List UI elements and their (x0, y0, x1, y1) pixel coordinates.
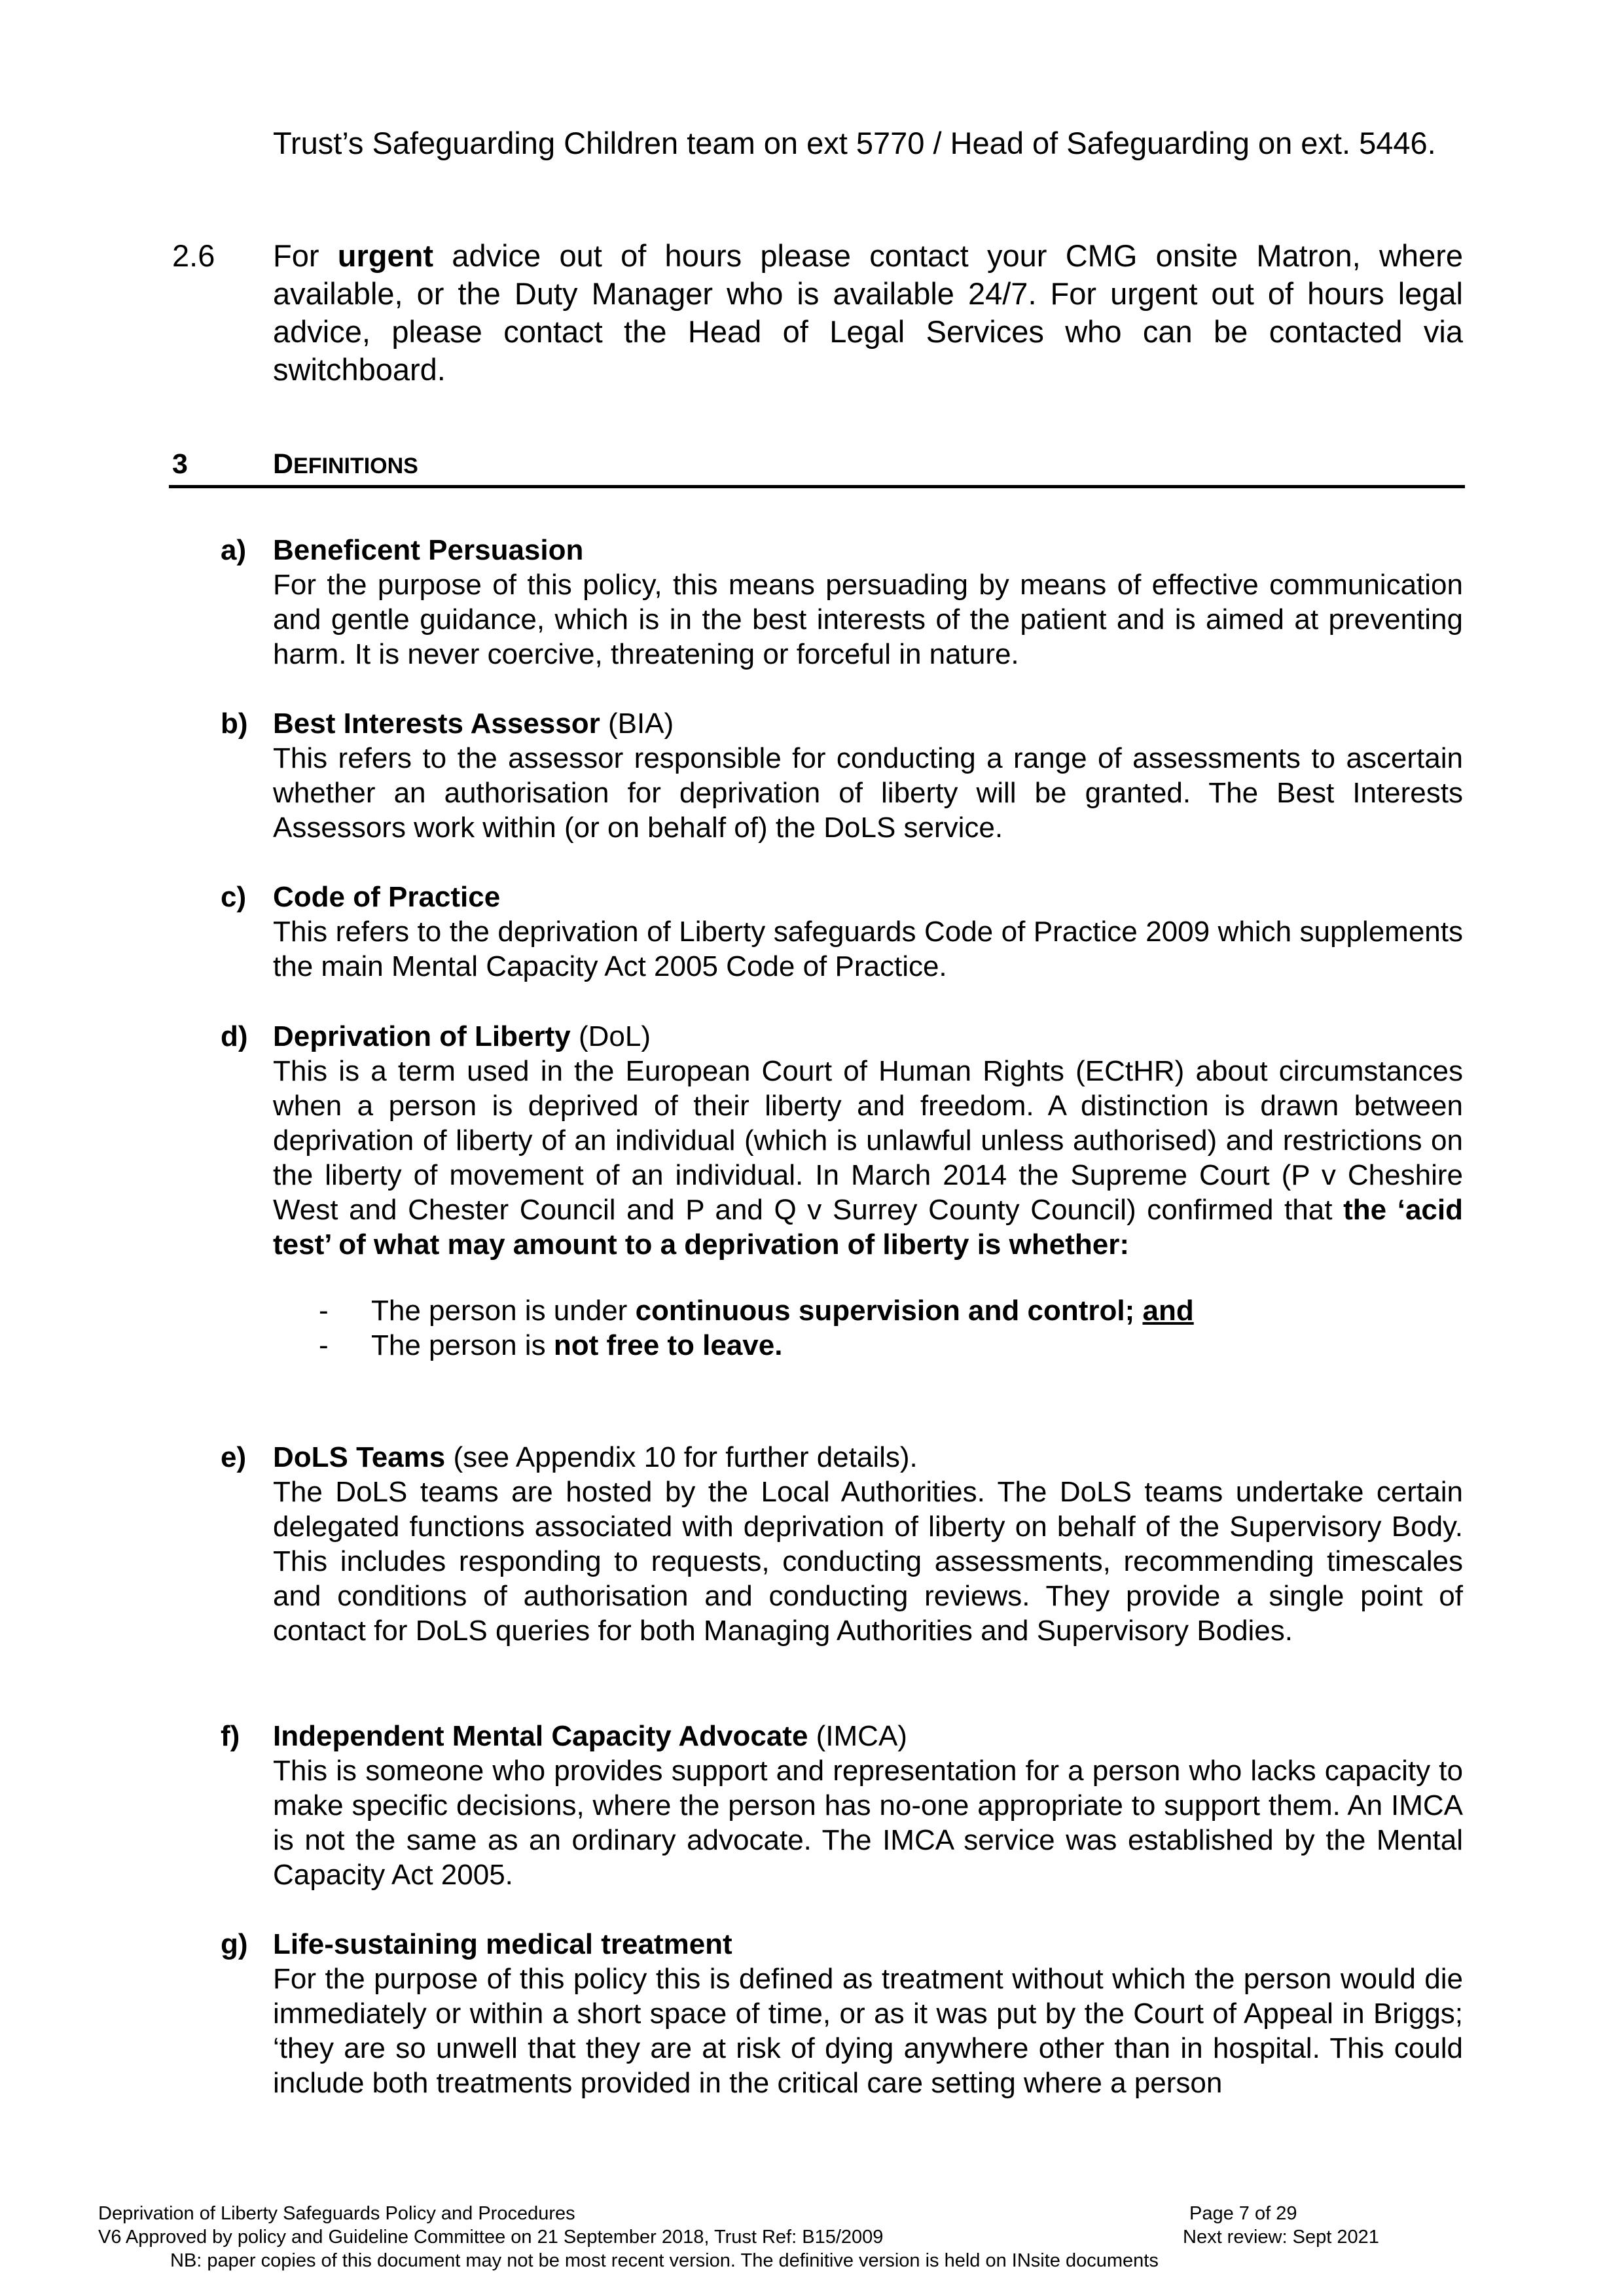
definition-content (273, 706, 1463, 845)
list-item (273, 1328, 1463, 1363)
page-footer (98, 2202, 1414, 2272)
acid-test-list (273, 1293, 1463, 1363)
definition-body: The DoLS teams are hosted by the Local Authorities. The DoLS teams undertake certain delegated functions associated with deprivation of liberty on behalf of the Supervisory Body. This includes responding to requests, conducting assessments, recommending timescales and conditions of authorisation and conducting reviews. They provide a single point of contact for DoLS queries for both Managing Authorities and Supervisory Bodies. (273, 1476, 1463, 1647)
definition-body: This is someone who provides support and representation for a person who lacks capacity to make specific decisions, where the person has no-one appropriate to support them. An IMCA is not the same as an ordinary advocate. The IMCA service was established by the Mental Capacity Act 2005. (273, 1755, 1463, 1891)
definition-body: This refers to the assessor responsible for conducting a range of assessments to ascertain whether an authorisation for deprivation of liberty will be granted. The Best Interests Assessors work within (or on behalf of) the DoLS service. (273, 742, 1463, 844)
definition-letter: d) (221, 1020, 248, 1052)
definition-term-suffix: (IMCA) (808, 1720, 907, 1752)
urgent-emphasis: urgent (337, 238, 434, 273)
continuation-text: Trust’s Safeguarding Children team on ext 5770 / Head of Safeguarding on ext. 5446. (273, 126, 1436, 160)
definition-content (273, 1440, 1463, 1648)
definition-content (273, 1019, 1463, 1363)
definition-content (273, 533, 1463, 672)
definition-heading (273, 880, 1463, 914)
definition-term: Best Interests Assessor (273, 708, 600, 740)
definition-heading (273, 1927, 1463, 1962)
bullet-bold: not free to leave. (553, 1329, 783, 1361)
bullet-bold-underline: and (1142, 1295, 1194, 1327)
definition-body: For the purpose of this policy, this means persuading by means of effective communication and gentle guidance, which is in the best interests of the patient and is aimed at preventing harm. It is never coercive, threatening or forceful in nature. (273, 569, 1463, 670)
definition-content (273, 880, 1463, 984)
definition-letter: c) (221, 881, 247, 913)
section-divider (169, 485, 1465, 488)
bullet-dash: - (319, 1295, 329, 1327)
definition-term: Deprivation of Liberty (273, 1020, 571, 1052)
definition-body (273, 1054, 1463, 1262)
definition-term: Independent Mental Capacity Advocate (273, 1720, 808, 1752)
definition-letter: f) (221, 1720, 240, 1752)
bullet-text: The person is under (371, 1295, 636, 1327)
section-title-initial: D (273, 448, 294, 480)
definition-term-suffix: (DoL) (570, 1020, 651, 1052)
definition-term: Code of Practice (273, 881, 501, 913)
definition-term: Beneficent Persuasion (273, 534, 584, 566)
definition-heading (273, 1719, 1463, 1753)
paragraph-2-6-text (273, 237, 1463, 389)
definition-term: DoLS Teams (273, 1441, 446, 1473)
definition-body: For the purpose of this policy this is defined as treatment without which the person would die immediately or within a short space of time, or as it was put by the Court of Appeal in Briggs; ‘they are so unwell that they are at risk of dying anywhere other than in hospital. This could include both treatments provided in the critical care setting where a person (273, 1963, 1463, 2099)
definition-body-text: This is a term used in the European Court of Human Rights (ECtHR) about circumstances when a person is deprived of their liberty and freedom. A distinction is drawn between deprivation of liberty of an individual (which is unlawful unless authorised) and restrictions on the liberty of movement of an individual. In March 2014 the Supreme Court (P v Cheshire West and Chester Council and P and Q v Surrey County Council) confirmed that (273, 1055, 1463, 1226)
paragraph-text-rest: advice out of hours please contact your CMG onsite Matron, where available, or the Duty Manager who is available 24/7. For urgent out of hours legal advice, please contact the Head of Legal Services who can be contacted via switchboard. (273, 238, 1464, 387)
definition-term-suffix: (see Appendix 10 for further details). (445, 1441, 918, 1473)
paragraph-number: 2.6 (172, 238, 215, 273)
footer-note: NB: paper copies of this document may not be most recent version. The definitive version is held on INsite documents (170, 2250, 1159, 2271)
definition-letter: g) (221, 1928, 248, 1960)
section-title (273, 445, 418, 485)
bullet-dash: - (319, 1329, 329, 1361)
definition-letter: e) (221, 1441, 247, 1473)
definition-content (273, 1719, 1463, 1892)
footer-next-review: Next review: Sept 2021 (1183, 2227, 1379, 2248)
footer-document-title: Deprivation of Liberty Safeguards Policy and Procedures (98, 2203, 575, 2224)
section-title-rest: EFINITIONS (293, 454, 418, 478)
bullet-bold: continuous supervision and control; (635, 1295, 1143, 1327)
definition-letter: a) (221, 534, 247, 566)
definition-term: Life-sustaining medical treatment (273, 1928, 732, 1960)
list-item (273, 1293, 1463, 1328)
definition-heading (273, 1440, 1463, 1475)
paragraph-text-lead: For (273, 238, 338, 273)
section-number: 3 (172, 448, 188, 480)
definition-heading (273, 706, 1463, 741)
footer-approval: V6 Approved by policy and Guideline Committee on 21 September 2018, Trust Ref: B15/2009 (98, 2227, 884, 2248)
footer-page-number: Page 7 of 29 (1189, 2203, 1297, 2224)
acid-test-statement: the ‘acid test’ of what may amount to a deprivation of liberty is whether: (273, 1194, 1463, 1261)
bullet-text: The person is (371, 1329, 554, 1361)
definition-letter: b) (221, 708, 248, 740)
definition-content (273, 1927, 1463, 2100)
definition-term-suffix: (BIA) (600, 708, 674, 740)
definition-heading (273, 1019, 1463, 1054)
definition-heading (273, 533, 1463, 567)
definition-body: This refers to the deprivation of Liberty safeguards Code of Practice 2009 which supplements the main Mental Capacity Act 2005 Code of Practice. (273, 916, 1463, 982)
